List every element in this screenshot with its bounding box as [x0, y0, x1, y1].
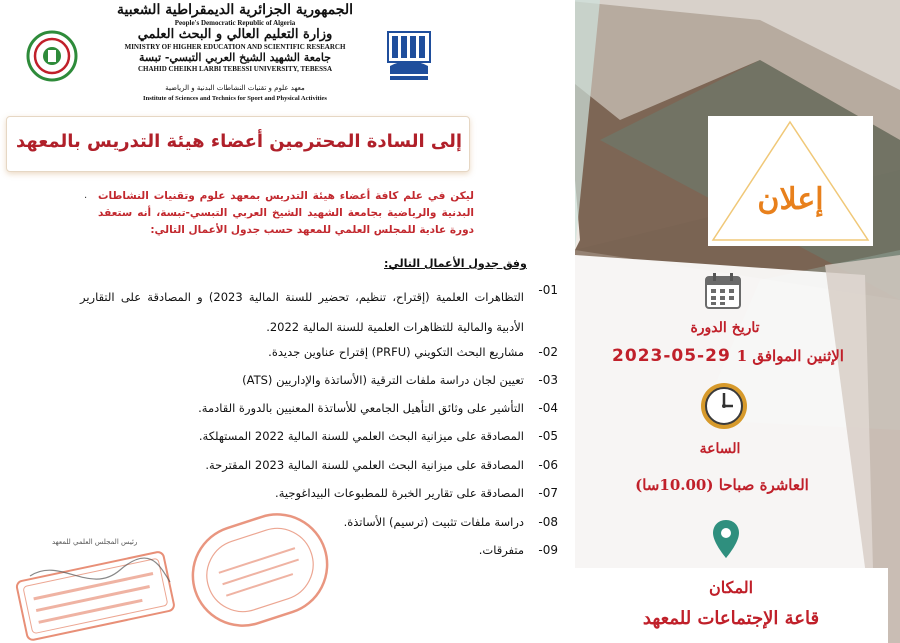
agenda-item	[80, 282, 558, 334]
header-institute-english: Institute of Sciences and Technics for Sport and Physical Activities	[143, 95, 327, 102]
header-republic-arabic: الجمهورية الجزائرية الديمقراطية الشعبية	[116, 2, 353, 18]
location-pin-icon	[711, 518, 741, 562]
clock-icon	[699, 381, 749, 431]
signature-stamp	[10, 546, 180, 642]
intro-paragraph: ليكن في علم كافة أعضاء هيئة التدريس بمعهد علوم وتقنيات النشاطات البدنية والرياضية بجامعة الشهيد الشيخ العربي التبسي-تبسة، أنه ستعقد دورة عادية للمجلس العلمي للمعهد حسب جدول الأعمال التالي:	[98, 190, 474, 236]
announcement-title: إعلان	[757, 182, 824, 217]
institute-logo	[26, 30, 78, 82]
time-label: الساعة	[699, 441, 741, 457]
place-value: قاعة الإجتماعات للمعهد	[642, 608, 820, 629]
header-ministry-english: MINISTRY OF HIGHER EDUCATION AND SCIENTIFIC RESEARCH	[124, 43, 346, 51]
calendar-icon	[703, 271, 743, 311]
agenda-title: وفق جدول الأعمال التالي:	[384, 257, 527, 270]
signatory-title: رئيس المجلس العلمي للمعهد	[52, 538, 138, 546]
agenda-item-text: مشاريع البحث التكويني (PRFU) إقتراح عناوين جديدة.	[268, 345, 524, 359]
agenda-item-number: -05	[538, 429, 558, 443]
agenda-item-text: تعيين لجان دراسة ملفات الترقية (الأساتذة والإداريين (ATS)	[242, 373, 524, 387]
agenda-item-text: المصادقة على تقارير الخبرة للمطبوعات البيداغوجية.	[275, 486, 524, 500]
header-ministry-arabic: وزارة التعليم العالي و البحث العلمي	[137, 27, 333, 42]
header-university-arabic: جامعة الشهيد الشيخ العربي التبسي- تبسة	[138, 51, 332, 64]
agenda-item-text: التظاهرات العلمية (إقتراح، تنظيم، تحضير للسنة المالية 2023) و المصادقة على التقارير الأدبية والمالية للتظاهرات العلمية للسنة المالية 2022.	[80, 290, 524, 334]
bullet-dot: .	[84, 190, 88, 201]
session-date	[604, 346, 852, 366]
agenda-item-number: -06	[538, 458, 558, 472]
university-logo	[384, 26, 434, 82]
session-date-label: تاريخ الدورة	[690, 320, 760, 336]
addressee-title: إلى السادة المحترمين أعضاء هيئة التدريس بالمعهد	[15, 131, 463, 152]
header-institute-arabic: معهد علوم و تقنيات النشاطات البدنية و الرياضية	[165, 84, 305, 92]
agenda-item-number: -04	[538, 401, 558, 415]
agenda-item-number: -07	[538, 486, 558, 500]
agenda-item-text: متفرقات.	[478, 543, 524, 557]
official-round-stamp	[180, 500, 340, 640]
agenda-item-text: دراسة ملفات تثبيت (ترسيم) الأساتذة.	[343, 515, 524, 529]
agenda-item-number: -02	[538, 345, 558, 359]
agenda-item-number: -09	[538, 543, 558, 557]
session-date-value: 2023-05-29	[612, 346, 731, 366]
triangle-frame	[708, 116, 873, 246]
agenda-item-number: -01	[538, 283, 558, 297]
session-date-prefix: الإثنين الموافق 1	[736, 347, 844, 365]
place-label: المكان	[708, 578, 754, 597]
agenda-item-text: التأشير على وثائق التأهيل الجامعي للأساتذة المعنيين بالدورة القادمة.	[198, 401, 524, 415]
announcement-box	[708, 116, 873, 246]
agenda-item-number: -03	[538, 373, 558, 387]
agenda-item-text: المصادقة على ميزانية البحث العلمي للسنة المالية 2023 المقترحة.	[205, 458, 524, 472]
time-value: العاشرة صباحا (10.00سا)	[635, 476, 809, 494]
agenda-item-number: -08	[538, 515, 558, 529]
header-university-english: CHAHID CHEIKH LARBI TEBESSI UNIVERSITY, TEBESSA	[138, 65, 332, 73]
agenda-item-text: المصادقة على ميزانية البحث العلمي للسنة المالية 2022 المستهلكة.	[198, 429, 524, 443]
place-box	[574, 568, 888, 643]
addressee-box	[6, 116, 470, 172]
header-republic-english: People's Democratic Republic of Algeria	[174, 19, 296, 27]
letterhead	[0, 0, 470, 108]
